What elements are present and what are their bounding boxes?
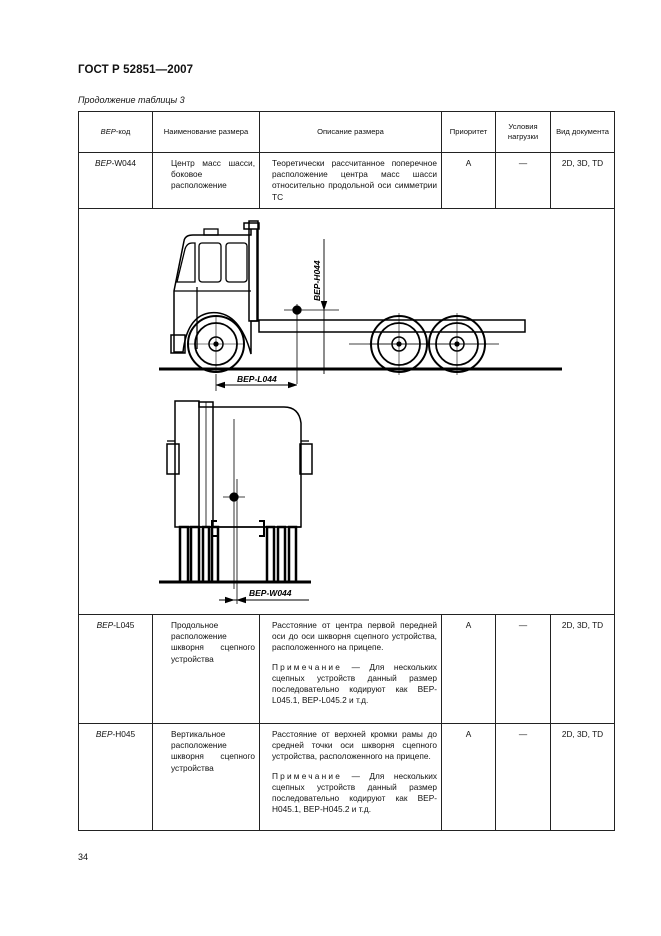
chassis-frame	[259, 320, 525, 332]
height-dimension-label: BEP-H044	[312, 260, 322, 301]
row-note: Примечание — Для нескольких сцепных устройств данный размер последовательно кодируют как BEP-H045.1, BEP-H045.2 и т.д.	[272, 770, 437, 815]
row-priority: A	[442, 153, 496, 209]
col-header-conditions: Условия нагрузки	[496, 112, 551, 153]
row-priority: A	[442, 615, 496, 724]
right-mirror	[300, 444, 312, 474]
right-wheel-inner	[278, 527, 285, 582]
row-description-cell	[260, 615, 442, 724]
width-dimension-label: BEP-W044	[249, 588, 292, 598]
door-window	[199, 243, 221, 282]
col-header-doc-type: Вид документа	[551, 112, 615, 153]
col-header-code: BEP-код	[79, 112, 153, 153]
left-wheel-inner	[191, 527, 199, 582]
row-note: Примечание — Для нескольких сцепных устройств данный размер последовательно кодируют как BEP-L045.1, BEP-L045.2 и т.д.	[272, 661, 437, 706]
length-dimension-label: BEP-L044	[237, 374, 277, 384]
row-description-cell	[260, 724, 442, 831]
col-header-priority: Приоритет	[442, 112, 496, 153]
row-conditions: —	[496, 615, 551, 724]
cab-front-body	[175, 401, 301, 527]
table-caption: Продолжение таблицы 3	[78, 95, 185, 105]
figure-row	[79, 209, 615, 615]
rear-window	[226, 243, 247, 282]
front-wheel	[187, 315, 245, 373]
row-description: Теоретически рассчитанное поперечное расположение центра масс шасси относительно продольной оси симметрии ТС	[260, 153, 442, 209]
row-code: BEP-W044	[79, 153, 153, 209]
row-doc-type: 2D, 3D, TD	[551, 153, 615, 209]
page-number: 34	[78, 852, 89, 862]
row-name: Вертикальное расположение шкворня сцепного устройства	[153, 724, 260, 831]
row-conditions: —	[496, 724, 551, 831]
row-name: Центр масс шасси, боковое расположение	[153, 153, 260, 209]
table-row	[79, 153, 615, 209]
row-conditions: —	[496, 153, 551, 209]
row-code: BEP-L045	[79, 615, 153, 724]
right-wheel-outer	[267, 527, 274, 582]
row-priority: A	[442, 724, 496, 831]
roof-light	[204, 229, 218, 235]
table-row	[79, 724, 615, 831]
row-doc-type: 2D, 3D, TD	[551, 724, 615, 831]
left-mirror	[167, 444, 179, 474]
table-header-row	[79, 112, 615, 153]
col-header-description: Описание размера	[260, 112, 442, 153]
left-wheel-outer	[180, 527, 188, 582]
dimensions-table	[78, 111, 615, 831]
col-header-name: Наименование размера	[153, 112, 260, 153]
row-description: Расстояние от центра первой передней оси до оси шкворня сцепного устройства, расположенного на прицепе.	[272, 620, 437, 653]
table-row	[79, 615, 615, 724]
figure-cell	[79, 209, 615, 615]
front-view	[159, 401, 312, 604]
row-doc-type: 2D, 3D, TD	[551, 615, 615, 724]
document-title: ГОСТ Р 52851—2007	[78, 64, 194, 76]
chassis-drawing	[79, 209, 615, 614]
row-code: BEP-H045	[79, 724, 153, 831]
row-description: Расстояние от верхней кромки рамы до средней точки оси шкворня сцепного устройства, расположенного на прицепе.	[272, 729, 437, 762]
row-name: Продольное расположение шкворня сцепного устройства	[153, 615, 260, 724]
